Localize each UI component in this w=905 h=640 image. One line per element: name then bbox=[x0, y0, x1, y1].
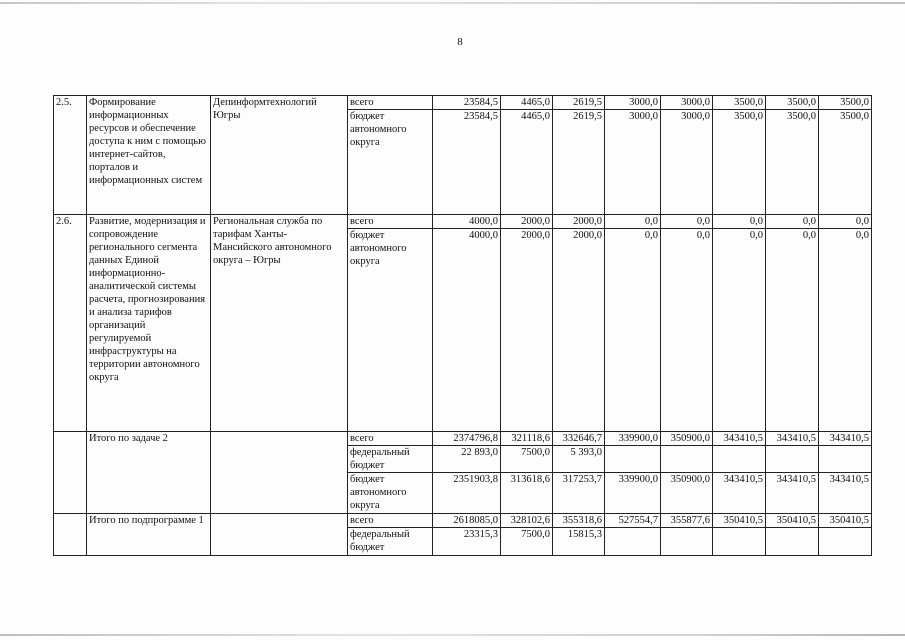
row-number: 2.6. bbox=[54, 215, 87, 432]
value-cell: 343410,5 bbox=[766, 473, 819, 514]
value-cell: 0,0 bbox=[605, 215, 661, 229]
value-cell bbox=[713, 446, 766, 473]
value-cell: 2619,5 bbox=[553, 96, 605, 110]
table-row bbox=[54, 215, 872, 229]
value-cell: 317253,7 bbox=[553, 473, 605, 514]
value-cell: 321118,6 bbox=[501, 432, 553, 446]
page-number: 8 bbox=[457, 36, 463, 48]
table-row bbox=[54, 96, 872, 110]
value-cell: 23315,3 bbox=[433, 528, 501, 556]
executor bbox=[211, 432, 348, 514]
value-cell: 3500,0 bbox=[766, 96, 819, 110]
funding-source: бюджет автономного округа bbox=[348, 473, 433, 514]
value-cell: 0,0 bbox=[766, 229, 819, 432]
value-cell: 343410,5 bbox=[819, 432, 872, 446]
measure-name: Развитие, модернизация и сопровождение регионального сегмента данных Единой информационно-аналитической системы расчета, прогнозирования и анализа тарифов организаций регулируемой инфраструктуры на территории автономного округа bbox=[87, 215, 211, 432]
value-cell: 350900,0 bbox=[661, 473, 713, 514]
value-cell: 2000,0 bbox=[553, 229, 605, 432]
value-cell bbox=[819, 446, 872, 473]
executor bbox=[211, 514, 348, 556]
value-cell bbox=[661, 446, 713, 473]
budget-table bbox=[53, 95, 872, 556]
row-number bbox=[54, 432, 87, 514]
value-cell: 2351903,8 bbox=[433, 473, 501, 514]
executor: Региональная служба по тарифам Ханты-Мансийского автономного округа – Югры bbox=[211, 215, 348, 432]
value-cell: 2000,0 bbox=[501, 215, 553, 229]
value-cell: 0,0 bbox=[713, 229, 766, 432]
value-cell: 2000,0 bbox=[553, 215, 605, 229]
table-row bbox=[54, 432, 872, 446]
value-cell: 0,0 bbox=[819, 229, 872, 432]
funding-source: федеральный бюджет bbox=[348, 446, 433, 473]
value-cell: 343410,5 bbox=[766, 432, 819, 446]
value-cell: 339900,0 bbox=[605, 473, 661, 514]
value-cell: 328102,6 bbox=[501, 514, 553, 528]
value-cell: 7500,0 bbox=[501, 446, 553, 473]
value-cell: 0,0 bbox=[713, 215, 766, 229]
row-number: 2.5. bbox=[54, 96, 87, 215]
value-cell: 3500,0 bbox=[713, 110, 766, 215]
value-cell bbox=[713, 528, 766, 556]
value-cell: 350410,5 bbox=[819, 514, 872, 528]
value-cell: 343410,5 bbox=[713, 432, 766, 446]
table-row bbox=[54, 514, 872, 528]
value-cell: 355877,6 bbox=[661, 514, 713, 528]
value-cell bbox=[766, 528, 819, 556]
value-cell: 4465,0 bbox=[501, 96, 553, 110]
value-cell: 4000,0 bbox=[433, 229, 501, 432]
value-cell: 2374796,8 bbox=[433, 432, 501, 446]
executor: Депинформтехнологий Югры bbox=[211, 96, 348, 215]
value-cell: 332646,7 bbox=[553, 432, 605, 446]
value-cell: 343410,5 bbox=[819, 473, 872, 514]
total-label: Итого по подпрограмме 1 bbox=[87, 514, 211, 556]
value-cell: 0,0 bbox=[661, 229, 713, 432]
funding-source: всего bbox=[348, 96, 433, 110]
measure-name: Формирование информационных ресурсов и обеспечение доступа к ним с помощью интернет-сайтов, порталов и информационных систем bbox=[87, 96, 211, 215]
value-cell: 2000,0 bbox=[501, 229, 553, 432]
value-cell: 0,0 bbox=[766, 215, 819, 229]
value-cell: 4000,0 bbox=[433, 215, 501, 229]
value-cell: 350900,0 bbox=[661, 432, 713, 446]
value-cell bbox=[605, 446, 661, 473]
value-cell: 3500,0 bbox=[766, 110, 819, 215]
value-cell: 350410,5 bbox=[713, 514, 766, 528]
value-cell: 0,0 bbox=[605, 229, 661, 432]
value-cell: 350410,5 bbox=[766, 514, 819, 528]
value-cell: 3000,0 bbox=[605, 96, 661, 110]
value-cell: 527554,7 bbox=[605, 514, 661, 528]
value-cell: 0,0 bbox=[661, 215, 713, 229]
value-cell: 355318,6 bbox=[553, 514, 605, 528]
value-cell: 313618,6 bbox=[501, 473, 553, 514]
value-cell: 3000,0 bbox=[661, 96, 713, 110]
value-cell bbox=[661, 528, 713, 556]
value-cell: 22 893,0 bbox=[433, 446, 501, 473]
value-cell: 339900,0 bbox=[605, 432, 661, 446]
funding-source: федеральный бюджет bbox=[348, 528, 433, 556]
funding-source: всего bbox=[348, 514, 433, 528]
funding-source: бюджет автономного округа bbox=[348, 110, 433, 215]
value-cell: 2618085,0 bbox=[433, 514, 501, 528]
value-cell bbox=[819, 528, 872, 556]
funding-source: всего bbox=[348, 215, 433, 229]
value-cell bbox=[766, 446, 819, 473]
value-cell: 0,0 bbox=[819, 215, 872, 229]
scan-edge-bottom bbox=[0, 634, 905, 636]
funding-source: бюджет автономного округа bbox=[348, 229, 433, 432]
value-cell bbox=[605, 528, 661, 556]
funding-source: всего bbox=[348, 432, 433, 446]
value-cell: 4465,0 bbox=[501, 110, 553, 215]
value-cell: 343410,5 bbox=[713, 473, 766, 514]
value-cell: 3500,0 bbox=[713, 96, 766, 110]
value-cell: 2619,5 bbox=[553, 110, 605, 215]
value-cell: 7500,0 bbox=[501, 528, 553, 556]
value-cell: 3000,0 bbox=[605, 110, 661, 215]
value-cell: 23584,5 bbox=[433, 110, 501, 215]
value-cell: 3500,0 bbox=[819, 110, 872, 215]
row-number bbox=[54, 514, 87, 556]
value-cell: 5 393,0 bbox=[553, 446, 605, 473]
value-cell: 15815,3 bbox=[553, 528, 605, 556]
total-label: Итого по задаче 2 bbox=[87, 432, 211, 514]
value-cell: 3500,0 bbox=[819, 96, 872, 110]
scan-edge-top bbox=[0, 2, 905, 4]
value-cell: 23584,5 bbox=[433, 96, 501, 110]
value-cell: 3000,0 bbox=[661, 110, 713, 215]
